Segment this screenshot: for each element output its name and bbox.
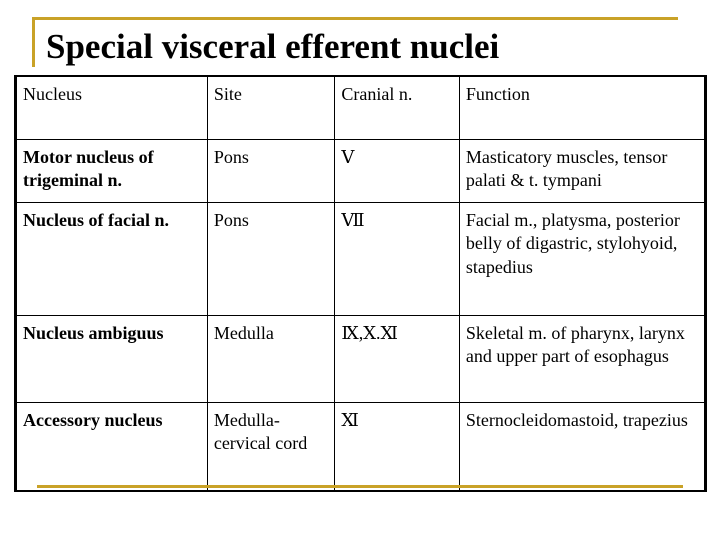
table-row (16, 315, 706, 402)
nuclei-table (14, 75, 707, 492)
site-cell: Medulla-cervical cord (207, 402, 335, 491)
header-site: Site (207, 76, 335, 139)
function-cell: Masticatory muscles, tensor palati & t. tympani (459, 139, 705, 202)
title-accent-top-line (32, 17, 678, 20)
cranial-nerve-cell: Ⅸ,Ⅹ.Ⅺ (335, 315, 460, 402)
nucleus-cell: Nucleus of facial n. (16, 202, 208, 315)
accent-bottom-line (37, 485, 683, 488)
site-cell: Medulla (207, 315, 335, 402)
function-cell: Facial m., platysma, posterior belly of digastric, stylohyoid, stapedius (459, 202, 705, 315)
site-cell: Pons (207, 139, 335, 202)
cranial-nerve-cell: Ⅶ (335, 202, 460, 315)
slide-title: Special visceral efferent nuclei (46, 27, 500, 66)
nucleus-cell: Accessory nucleus (16, 402, 208, 491)
function-cell: Sternocleidomastoid, trapezius (459, 402, 705, 491)
function-cell: Skeletal m. of pharynx, larynx and upper part of esophagus (459, 315, 705, 402)
header-nucleus: Nucleus (16, 76, 208, 139)
header-function: Function (459, 76, 705, 139)
header-cranial-nerve: Cranial n. (335, 76, 460, 139)
cranial-nerve-cell: Ⅴ (335, 139, 460, 202)
table-header-row (16, 76, 706, 139)
table-row (16, 139, 706, 202)
site-cell: Pons (207, 202, 335, 315)
table-row (16, 402, 706, 491)
cranial-nerve-cell: Ⅺ (335, 402, 460, 491)
nucleus-cell: Motor nucleus of trigeminal n. (16, 139, 208, 202)
title-accent-left-line (32, 17, 35, 67)
nucleus-cell: Nucleus ambiguus (16, 315, 208, 402)
table-row (16, 202, 706, 315)
